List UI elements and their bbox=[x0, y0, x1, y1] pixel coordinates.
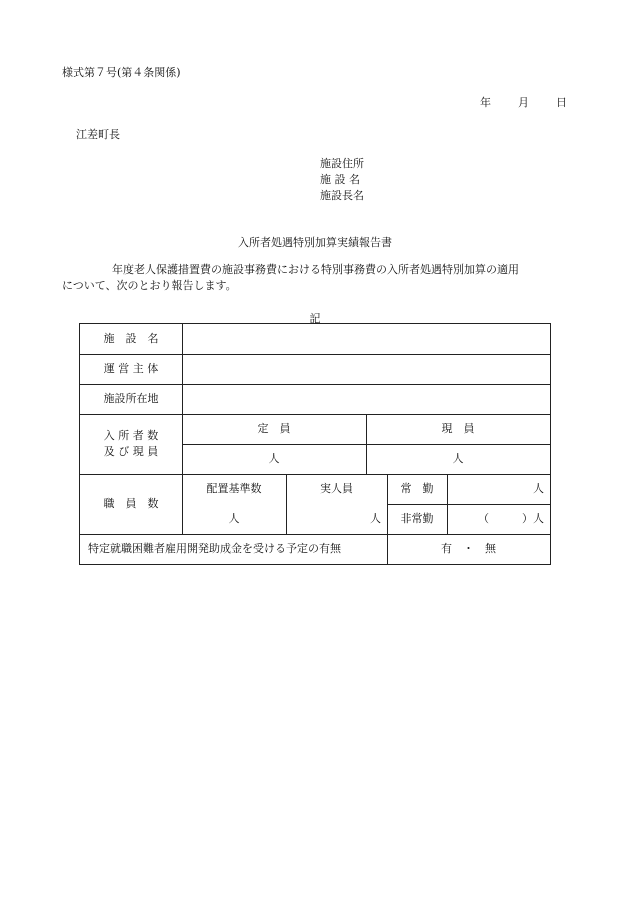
capacity-unit: 人 bbox=[268, 452, 280, 465]
staff-label-cell: 職 員 数 bbox=[103, 497, 159, 510]
document-title: 入所者処遇特別加算実績報告書 bbox=[238, 236, 392, 249]
current-header: 現 員 bbox=[441, 422, 475, 435]
facility-info bbox=[320, 156, 364, 204]
standard-unit: 人 bbox=[228, 512, 240, 525]
date-day: 日 bbox=[556, 96, 567, 109]
facility-address-label: 施設住所 bbox=[320, 157, 364, 170]
ki-heading: 記 bbox=[309, 312, 321, 325]
fulltime-label: 常 勤 bbox=[400, 482, 434, 495]
current-unit: 人 bbox=[452, 452, 464, 465]
form-number: 様式第７号(第４条関係) bbox=[62, 66, 181, 79]
body-line-2: について、次のとおり報告します。 bbox=[62, 279, 237, 292]
facility-name-label: 施 設 名 bbox=[320, 173, 360, 186]
actual-header: 実人員 bbox=[320, 482, 353, 495]
recipient: 江差町長 bbox=[76, 128, 120, 141]
parttime-unit: （ ）人 bbox=[478, 512, 544, 525]
residents-label-cell bbox=[80, 414, 182, 474]
body-text bbox=[62, 262, 562, 294]
date-year: 年 bbox=[480, 96, 491, 109]
facility-name-cell: 施 設 名 bbox=[103, 332, 159, 345]
standard-header: 配置基準数 bbox=[206, 482, 262, 495]
report-table bbox=[79, 323, 551, 565]
residents-label-line1: 入 所 者 数 bbox=[103, 429, 159, 442]
fulltime-unit: 人 bbox=[533, 482, 544, 495]
actual-unit: 人 bbox=[370, 512, 381, 525]
body-line-1: 年度老人保護措置費の施設事務費における特別事務費の入所者処遇特別加算の適用 bbox=[112, 263, 519, 276]
capacity-header: 定 員 bbox=[257, 422, 291, 435]
subsidy-answer: 有 ・ 無 bbox=[441, 542, 496, 555]
residents-label-line2: 及 び 現 員 bbox=[103, 445, 159, 458]
subsidy-question: 特定就職困難者雇用開発助成金を受ける予定の有無 bbox=[88, 542, 341, 555]
parttime-label: 非常勤 bbox=[400, 512, 434, 525]
location-cell: 施設所在地 bbox=[103, 392, 159, 405]
operator-cell: 運 営 主 体 bbox=[103, 362, 159, 375]
facility-head-label: 施設長名 bbox=[320, 189, 364, 202]
date-month: 月 bbox=[518, 96, 529, 109]
